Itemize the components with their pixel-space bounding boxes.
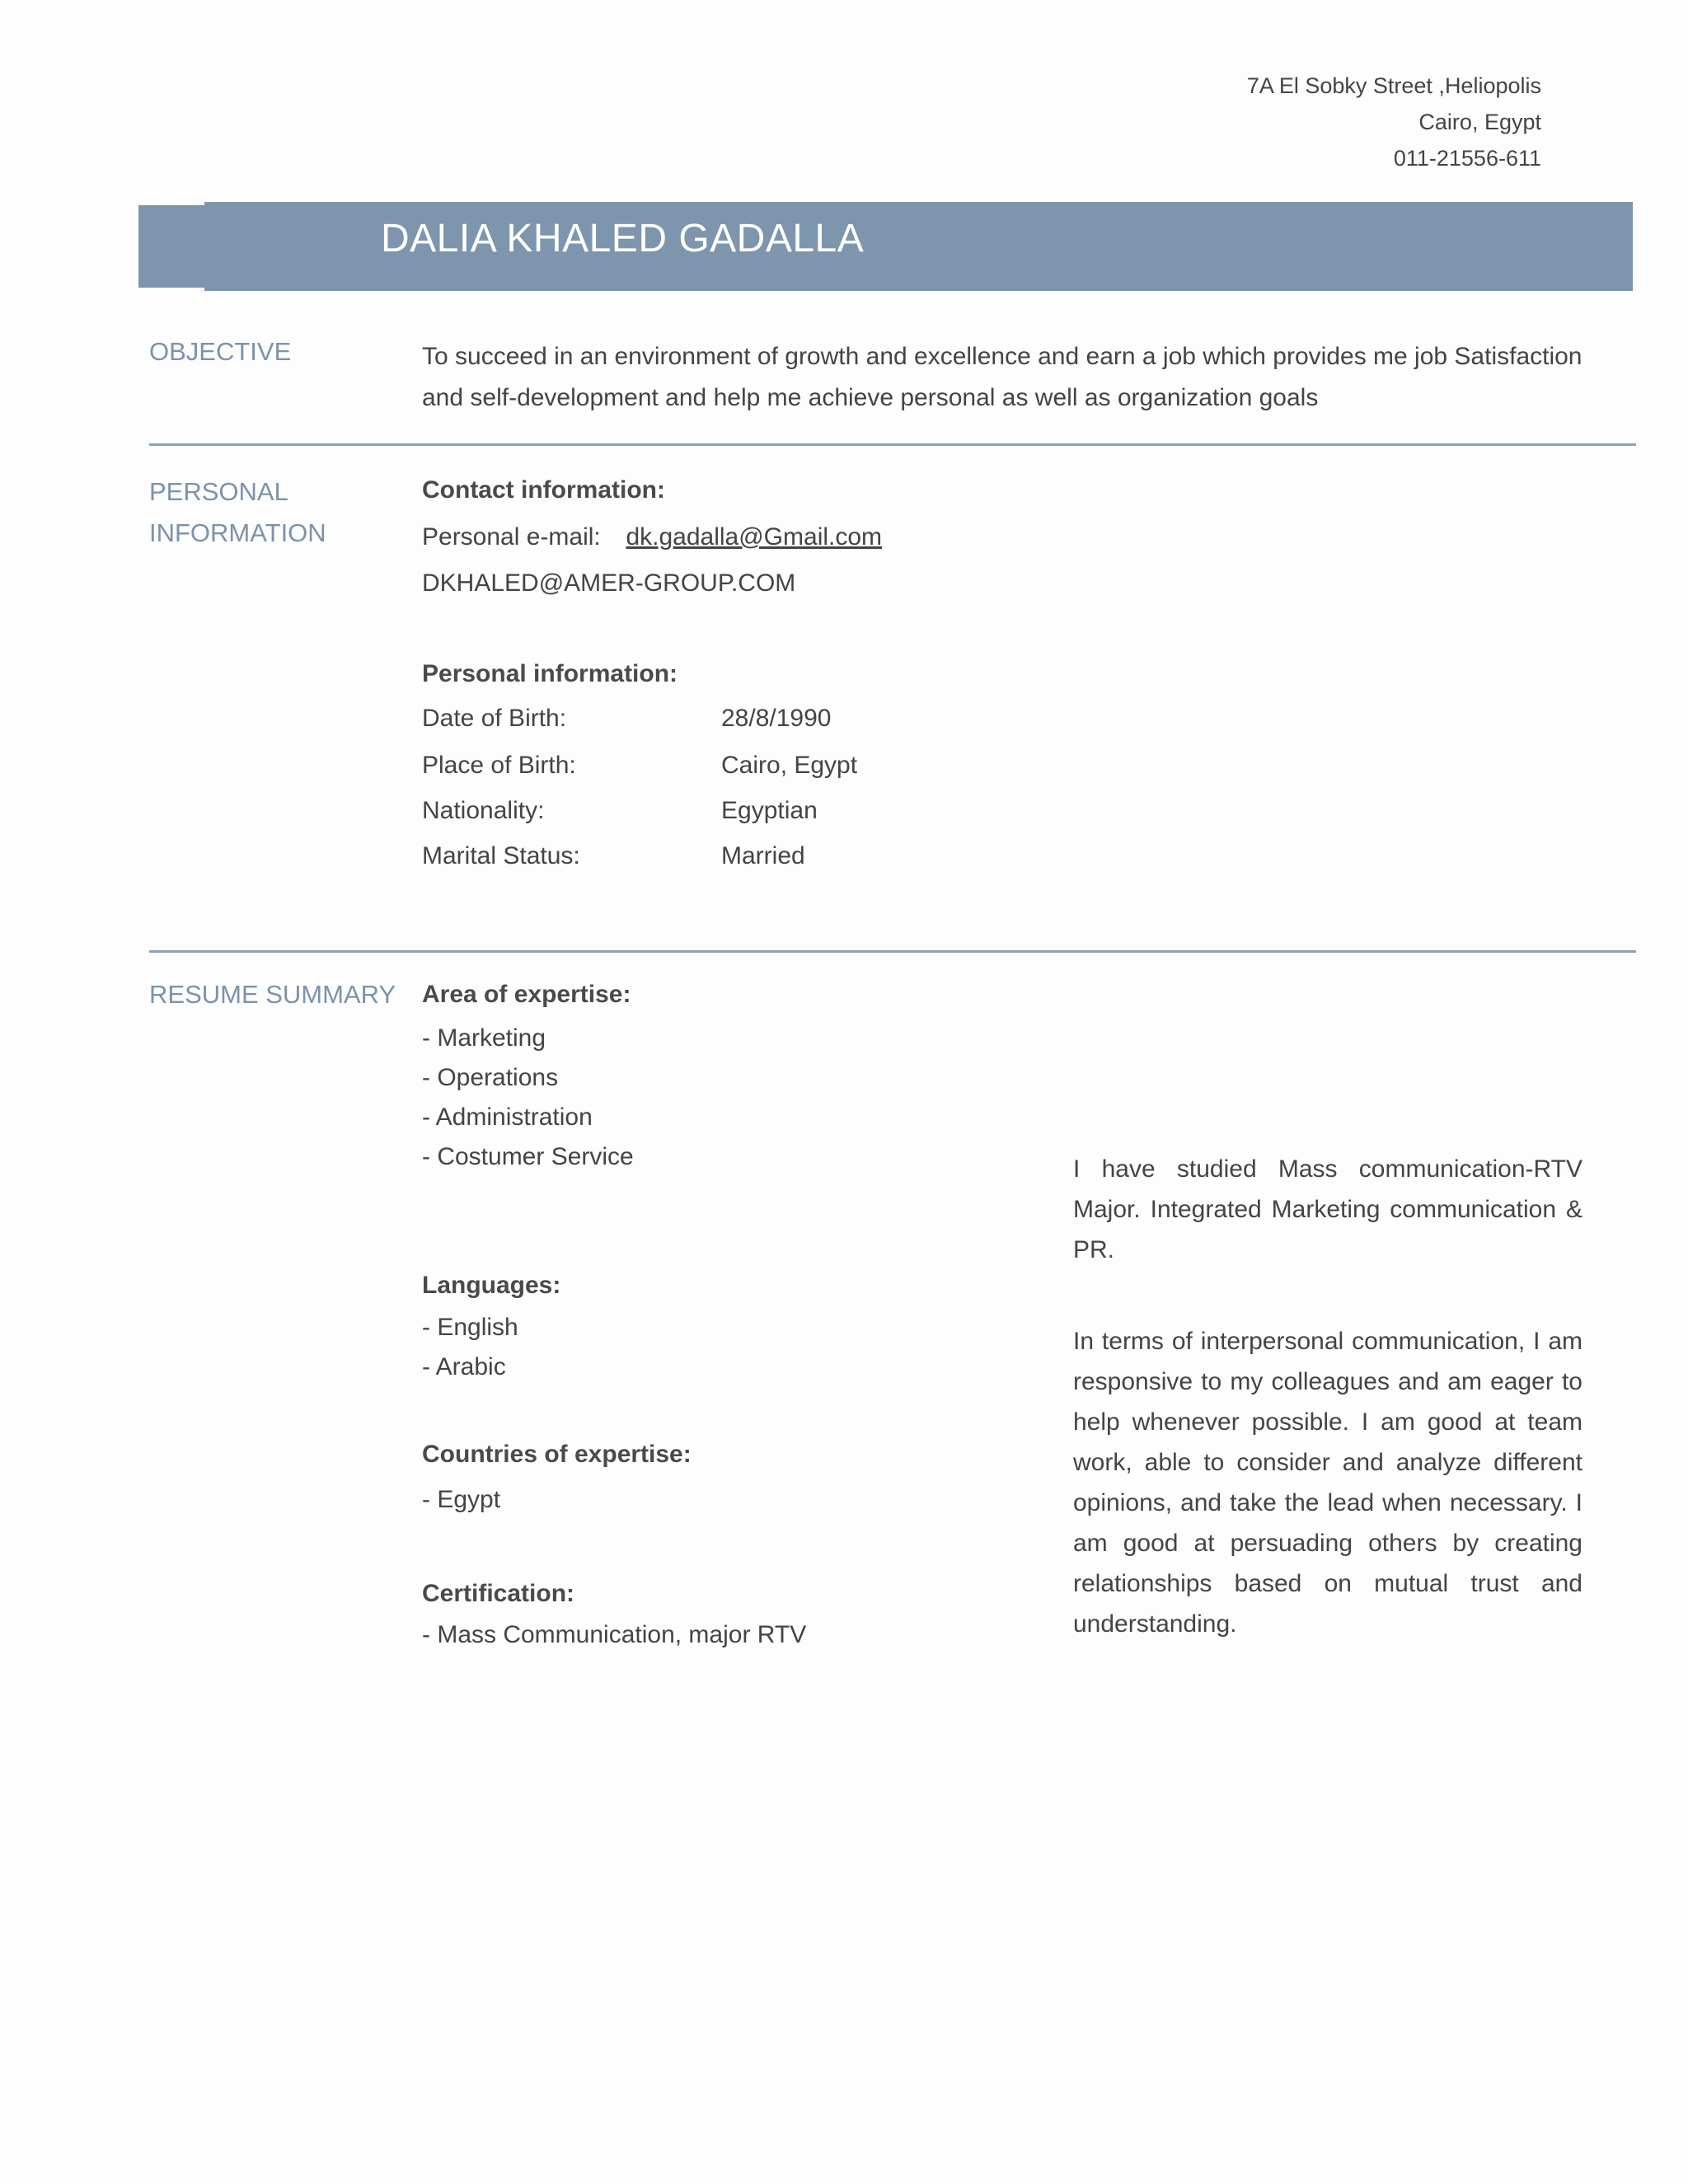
country-item: - Egypt xyxy=(422,1486,501,1513)
language-item: - English xyxy=(422,1314,518,1341)
personal-info-key: Nationality: xyxy=(422,797,545,824)
expertise-item: - Operations xyxy=(422,1064,559,1091)
section-divider xyxy=(149,443,1636,446)
name-banner xyxy=(138,202,1633,291)
education-paragraph: I have studied Mass communication-RTV Major. Integrated Marketing communication & PR. xyxy=(1073,1155,1582,1263)
section-divider xyxy=(149,950,1636,953)
expertise-item: - Marketing xyxy=(422,1024,546,1052)
certification-item: - Mass Communication, major RTV xyxy=(422,1621,807,1648)
personal-email-link[interactable]: dk.gadalla@Gmail.com xyxy=(626,523,883,551)
phone-number: 011-21556-611 xyxy=(1393,146,1541,171)
section-label-resume-summary: RESUME SUMMARY xyxy=(149,980,396,1009)
address-line-street: 7A El Sobky Street ,Heliopolis xyxy=(1246,73,1541,98)
contact-address-block xyxy=(1247,68,1541,176)
expertise-item: - Administration xyxy=(422,1104,593,1131)
personal-email-label: Personal e-mail: xyxy=(422,523,601,551)
objective-line-1: To succeed in an environment of growth and excellence and earn a job which provides me job Satisfaction xyxy=(422,343,1582,370)
objective-text xyxy=(422,336,1582,419)
interpersonal-paragraph: In terms of interpersonal communication, I am responsive to my colleagues and am eager to help whenever possible. I am good at team work, able to consider and analyze different opinions, and take the lead when necessary. I am good at persuading others by creating relationships based on mutual trust and understanding. xyxy=(1073,1328,1582,1638)
objective-line-2: and self-development and help me achieve personal as well as organization goals xyxy=(422,384,1319,411)
area-of-expertise-heading: Area of expertise: xyxy=(422,981,631,1008)
contact-information-heading: Contact information: xyxy=(422,476,665,504)
section-label-personal-information xyxy=(149,471,326,554)
name-banner-notch xyxy=(138,202,204,291)
section-label-personal-line2: INFORMATION xyxy=(149,518,326,547)
countries-of-expertise-heading: Countries of expertise: xyxy=(422,1441,692,1468)
work-email: DKHALED@AMER-GROUP.COM xyxy=(422,569,796,597)
personal-info-value: Cairo, Egypt xyxy=(721,752,858,779)
personal-email-row xyxy=(422,517,882,558)
languages-heading: Languages: xyxy=(422,1272,561,1299)
candidate-name: DALIA KHALED GADALLA xyxy=(381,217,865,260)
personal-info-value: 28/8/1990 xyxy=(721,705,832,732)
personal-info-key: Date of Birth: xyxy=(422,705,567,732)
certification-heading: Certification: xyxy=(422,1580,575,1607)
expertise-item: - Costumer Service xyxy=(422,1143,634,1170)
personal-info-key: Place of Birth: xyxy=(422,752,576,779)
address-line-city: Cairo, Egypt xyxy=(1418,110,1541,134)
section-label-personal-line1: PERSONAL xyxy=(149,477,288,506)
personal-info-value: Egyptian xyxy=(721,797,818,824)
personal-info-value: Married xyxy=(721,842,805,869)
language-item: - Arabic xyxy=(422,1353,506,1380)
personal-info-key: Marital Status: xyxy=(422,842,580,869)
personal-information-heading: Personal information: xyxy=(422,660,678,687)
section-label-objective: OBJECTIVE xyxy=(149,337,292,366)
